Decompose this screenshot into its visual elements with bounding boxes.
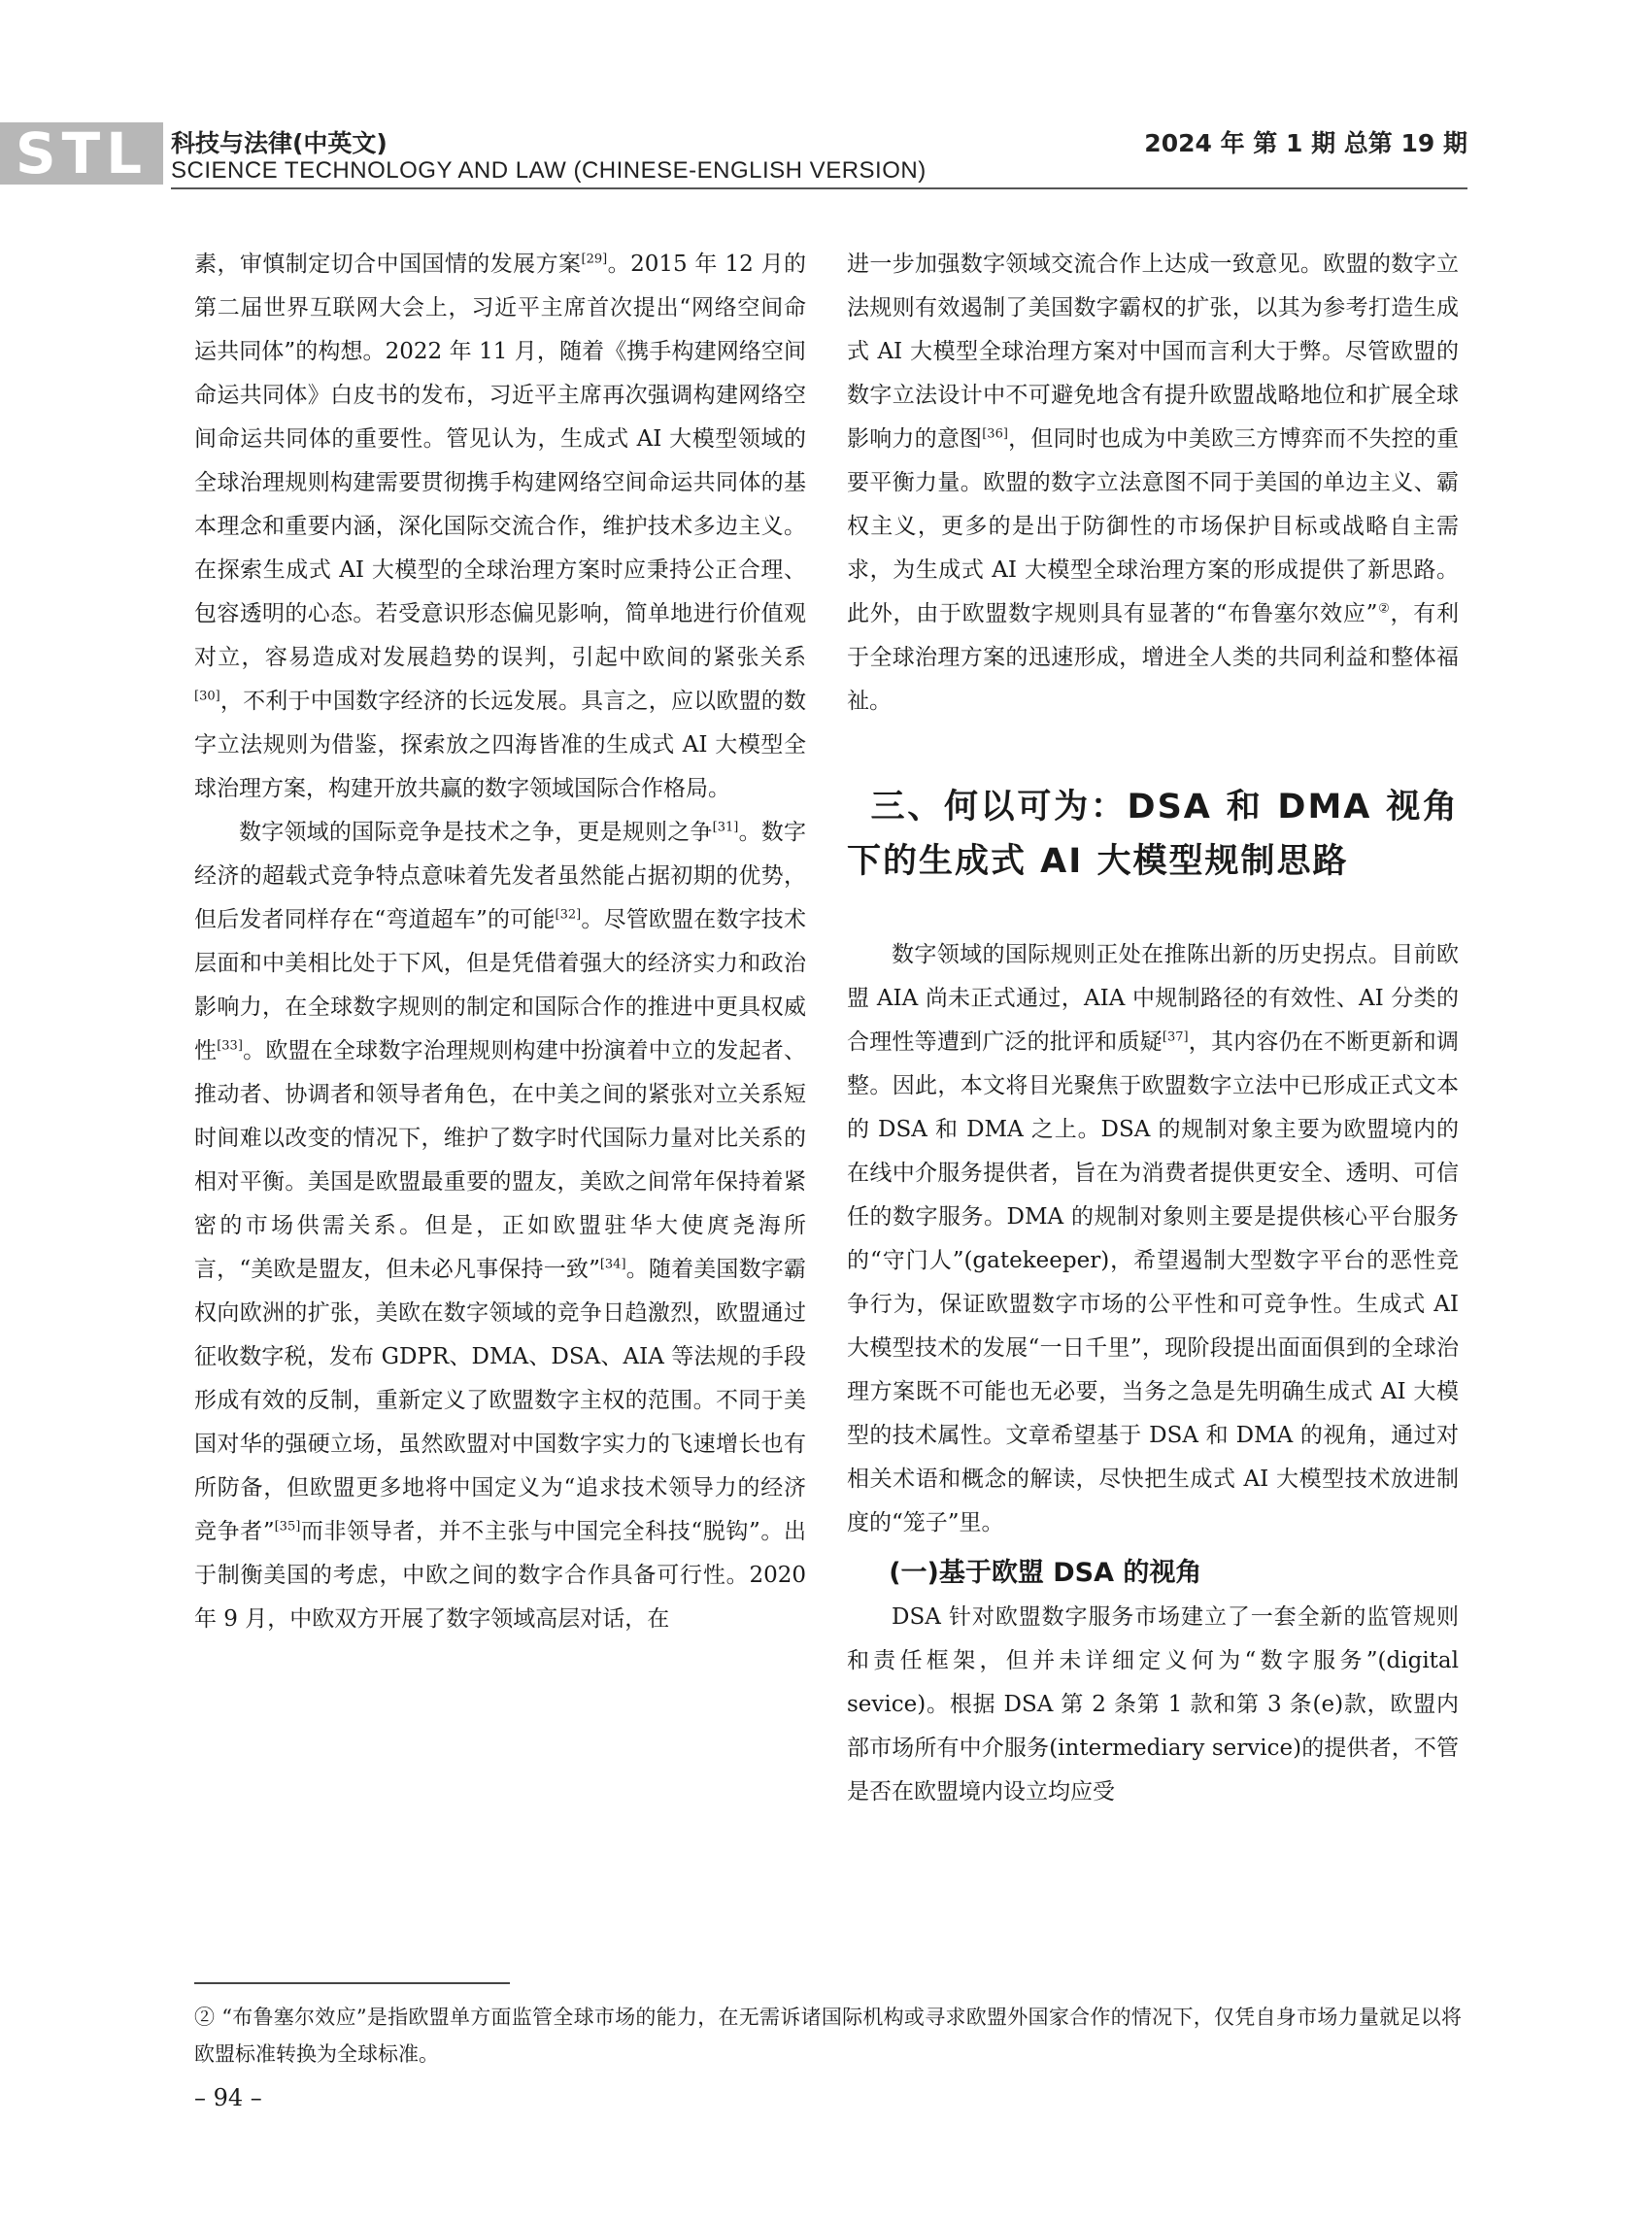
citation-marker: [32]	[555, 907, 582, 923]
issue-info: 2024 年 第 1 期 总第 19 期	[1144, 129, 1467, 157]
text-run: ，不利于中国数字经济的长远发展。具言之，应以欧盟的数字立法规则为借鉴，探索放之四海皆准的生成式 AI 大模型全球治理方案，构建开放共赢的数字领域国际合作格局。	[194, 689, 806, 801]
text-run: 。数字经济的超载式竞争特点意味着先发者虽然能占据初期的优势，但后发者同样存在“弯道超车”的可能	[194, 820, 807, 932]
header-divider	[171, 187, 1467, 189]
left-column	[194, 243, 806, 1641]
text-run: 素，审慎制定切合中国国情的发展方案	[194, 252, 582, 277]
paragraph	[194, 243, 806, 811]
text-run: ，其内容仍在不断更新和调整。因此，本文将目光聚焦于欧盟数字立法中已形成正式文本的 DSA 和 DMA 之上。DSA 的规制对象主要为欧盟境内的在线中介服务提供者，旨在为消费者提供更安全、透明、可信任的数字服务。DMA 的规制对象则主要是提供核心平台服务的“守门人”(gatekeeper)，希望遏制大型数字平台的恶性竞争行为，保证欧盟数字市场的公平性和可竞争性。生成式 AI 大模型技术的发展“一日千里”，现阶段提出面面俱到的全球治理方案既不可能也无必要，当务之急是先明确生成式 AI 大模型的技术属性。文章希望基于 DSA 和 DMA 的视角，通过对相关术语和概念的解读，尽快把生成式 AI 大模型技术放进制度的“笼子”里。	[847, 1029, 1460, 1535]
citation-marker: [29]	[581, 252, 608, 267]
text-run: 。随着美国数字霸权向欧洲的扩张，美欧在数字领域的竞争日趋激烈，欧盟通过征收数字税，发布 GDPR、DMA、DSA、AIA 等法规的手段形成有效的反制，重新定义了欧盟数字主权的范围。不同于美国对华的强硬立场，虽然欧盟对中国数字实力的飞速增长也有所防备，但欧盟更多地将中国定义为“追求技术领导力的经济竞争者”	[194, 1257, 806, 1544]
subsection-heading: (一)基于欧盟 DSA 的视角	[889, 1558, 1202, 1588]
text-run: 数字领域的国际规则正处在推陈出新的历史拐点。目前欧盟 AIA 尚未正式通过，AIA 中规制路径的有效性、AI 分类的合理性等遭到广泛的批评和质疑	[847, 942, 1459, 1055]
text-run: ，但同时也成为中美欧三方博弈而不失控的重要平衡力量。欧盟的数字立法意图不同于美国的单边主义、霸权主义，更多的是出于防御性的市场保护目标或战略自主需求，为生成式 AI 大模型全球治理方案的形成提供了新思路。此外，由于欧盟数字规则具有显著的“布鲁塞尔效应”	[847, 426, 1460, 626]
text-run: 而非领导者，并不主张与中国完全科技“脱钩”。出于制衡美国的考虑，中欧之间的数字合作具备可行性。2020 年 9 月，中欧双方开展了数字领域高层对话，在	[194, 1519, 806, 1632]
journal-title-cn: 科技与法律(中英文)	[171, 129, 388, 157]
text-run: DSA 针对欧盟数字服务市场建立了一套全新的监管规则和责任框架，但并未详细定义何为“数字服务”(digital sevice)。根据 DSA 第 2 条第 1 款和第 3 条(e)款，欧盟内部市场所有中介服务(intermediary service)的提供者，不管是否在欧盟境内设立均应受	[847, 1604, 1459, 1804]
text-run: 数字领域的国际竞争是技术之争，更是规则之争	[239, 820, 713, 845]
section-heading: 三、何以可为：DSA 和 DMA 视角下的生成式 AI 大模型规制思路	[847, 788, 1459, 881]
paragraph	[847, 1596, 1459, 1814]
citation-marker: [35]	[274, 1519, 301, 1535]
citation-marker: ②	[1377, 601, 1391, 617]
journal-title-en: SCIENCE TECHNOLOGY AND LAW (CHINESE-ENGLISH VERSION)	[171, 157, 927, 184]
citation-marker: [37]	[1162, 1029, 1189, 1045]
text-run: 。尽管欧盟在数字技术层面和中美相比处于下风，但是凭借着强大的经济实力和政治影响力，在全球数字规则的制定和国际合作的推进中更具权威性	[194, 907, 806, 1063]
paragraph	[194, 811, 806, 1641]
citation-marker: [34]	[599, 1257, 626, 1272]
citation-marker: [36]	[982, 426, 1008, 442]
footnote-divider	[194, 1982, 510, 1984]
page-number: – 94 –	[194, 2084, 262, 2111]
text-run: ，有利于全球治理方案的迅速形成，增进全人类的共同利益和整体福祉。	[847, 601, 1459, 714]
journal-logo	[0, 122, 163, 185]
text-run: 。2015 年 12 月的第二届世界互联网大会上，习近平主席首次提出“网络空间命运共同体”的构想。2022 年 11 月，随着《携手构建网络空间命运共同体》白皮书的发布，习近平主席再次强调构建网络空间命运共同体的重要性。管见认为，生成式 AI 大模型领域的全球治理规则构建需要贯彻携手构建网络空间命运共同体的基本理念和重要内涵，深化国际交流合作，维护技术多边主义。在探索生成式 AI 大模型的全球治理方案时应秉持公正合理、包容透明的心态。若受意识形态偏见影响，简单地进行价值观对立，容易造成对发展趋势的误判，引起中欧间的紧张关系	[194, 252, 807, 670]
logo-text: STL	[15, 120, 149, 186]
footnote: ② “布鲁塞尔效应”是指欧盟单方面监管全球市场的能力，在无需诉诸国际机构或寻求欧盟外国家合作的情况下，仅凭自身市场力量就足以将欧盟标准转换为全球标准。	[194, 2006, 1462, 2066]
right-column	[847, 243, 1459, 1814]
paragraph	[847, 243, 1459, 724]
citation-marker: [33]	[217, 1038, 243, 1054]
paragraph	[847, 933, 1459, 1545]
citation-marker: [30]	[194, 689, 220, 704]
citation-marker: [31]	[712, 820, 739, 835]
page-header	[0, 0, 1652, 194]
text-run: 。欧盟在全球数字治理规则构建中扮演着中立的发起者、推动者、协调者和领导者角色，在中美之间的紧张对立关系短时间难以改变的情况下，维护了数字时代国际力量对比关系的相对平衡。美国是欧盟最重要的盟友，美欧之间常年保持着紧密的市场供需关系。但是，正如欧盟驻华大使庹尧海所言，“美欧是盟友，但未必凡事保持一致”	[194, 1038, 807, 1282]
text-run: 进一步加强数字领域交流合作上达成一致意见。欧盟的数字立法规则有效遏制了美国数字霸权的扩张，以其为参考打造生成式 AI 大模型全球治理方案对中国而言利大于弊。尽管欧盟的数字立法设计中不可避免地含有提升欧盟战略地位和扩展全球影响力的意图	[847, 252, 1459, 452]
